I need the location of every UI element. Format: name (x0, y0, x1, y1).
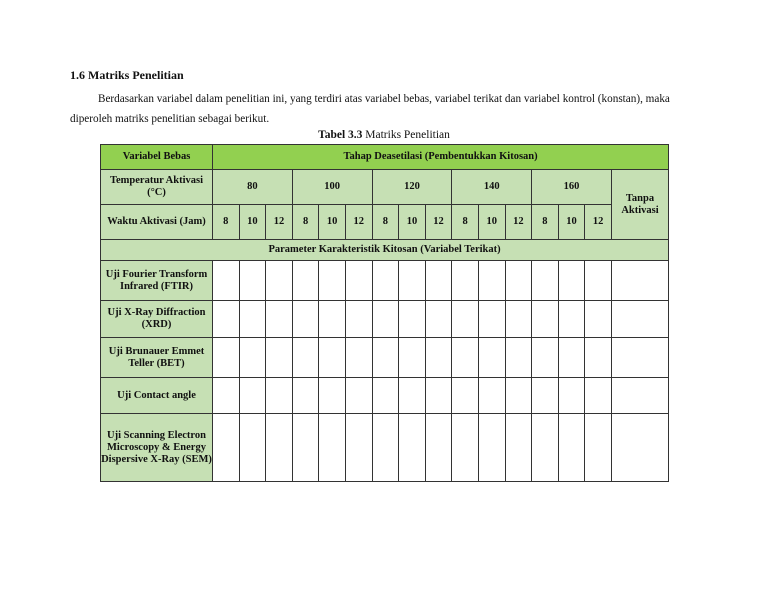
empty-cell (478, 338, 505, 378)
empty-cell (532, 261, 559, 301)
empty-cell (399, 338, 426, 378)
empty-cell (585, 301, 612, 338)
empty-cell (292, 301, 319, 338)
section-heading: 1.6 Matriks Penelitian (70, 68, 184, 82)
empty-cell (266, 261, 293, 301)
empty-cell (505, 301, 532, 338)
empty-cell (399, 378, 426, 414)
empty-cell (505, 338, 532, 378)
time-value: 8 (372, 205, 399, 240)
empty-cell (611, 338, 668, 378)
empty-cell (478, 414, 505, 482)
table-row (101, 338, 669, 378)
empty-cell (239, 378, 266, 414)
time-value: 8 (213, 205, 240, 240)
empty-cell (585, 414, 612, 482)
empty-cell (345, 301, 372, 338)
empty-cell (585, 378, 612, 414)
empty-cell (478, 378, 505, 414)
empty-cell (558, 378, 585, 414)
empty-cell (452, 301, 479, 338)
empty-cell (611, 301, 668, 338)
time-value: 10 (239, 205, 266, 240)
empty-cell (239, 414, 266, 482)
empty-cell (292, 378, 319, 414)
time-value: 12 (266, 205, 293, 240)
empty-cell (372, 414, 399, 482)
header-row (101, 145, 669, 170)
time-value: 12 (505, 205, 532, 240)
empty-cell (532, 378, 559, 414)
table-row (101, 414, 669, 482)
test-label: Uji Contact angle (101, 378, 213, 414)
empty-cell (558, 338, 585, 378)
test-label: Uji X-Ray Diffraction (XRD) (101, 301, 213, 338)
empty-cell (239, 261, 266, 301)
empty-cell (372, 261, 399, 301)
empty-cell (292, 261, 319, 301)
empty-cell (425, 301, 452, 338)
temperature-value: 160 (532, 170, 612, 205)
temperature-value: 100 (292, 170, 372, 205)
empty-cell (558, 261, 585, 301)
time-value: 8 (292, 205, 319, 240)
table-row (101, 301, 669, 338)
table-row (101, 378, 669, 414)
empty-cell (319, 301, 346, 338)
empty-cell (213, 378, 240, 414)
empty-cell (292, 414, 319, 482)
header-variabel-bebas: Variabel Bebas (101, 145, 213, 170)
empty-cell (611, 414, 668, 482)
empty-cell (452, 414, 479, 482)
empty-cell (425, 261, 452, 301)
parameter-header-row (101, 240, 669, 261)
section-paragraph (70, 89, 710, 129)
empty-cell (532, 414, 559, 482)
empty-cell (452, 338, 479, 378)
time-value: 10 (319, 205, 346, 240)
empty-cell (345, 378, 372, 414)
empty-cell (532, 338, 559, 378)
empty-cell (399, 261, 426, 301)
empty-cell (319, 261, 346, 301)
empty-cell (319, 414, 346, 482)
test-label: Uji Scanning Electron Microscopy & Energy Dispersive X-Ray (SEM) (101, 414, 213, 482)
temperature-value: 120 (372, 170, 452, 205)
header-tahap-deasetilasi: Tahap Deasetilasi (Pembentukkan Kitosan) (213, 145, 669, 170)
paragraph-line-1: Berdasarkan variabel dalam penelitian ini, yang terdiri atas variabel bebas, variabel terikat dan variabel kontrol (konstan), maka (98, 93, 670, 105)
empty-cell (532, 301, 559, 338)
empty-cell (266, 414, 293, 482)
empty-cell (611, 378, 668, 414)
time-value: 12 (345, 205, 372, 240)
table-row (101, 261, 669, 301)
time-value: 10 (399, 205, 426, 240)
caption-label: Tabel 3.3 (318, 129, 363, 141)
time-value: 12 (585, 205, 612, 240)
test-label: Uji Brunauer Emmet Teller (BET) (101, 338, 213, 378)
time-value: 8 (452, 205, 479, 240)
empty-cell (239, 338, 266, 378)
time-value: 10 (558, 205, 585, 240)
empty-cell (266, 338, 293, 378)
research-matrix-table (100, 144, 669, 482)
time-value: 12 (425, 205, 452, 240)
empty-cell (213, 338, 240, 378)
empty-cell (239, 301, 266, 338)
empty-cell (345, 338, 372, 378)
empty-cell (292, 338, 319, 378)
empty-cell (558, 301, 585, 338)
temperature-label: Temperatur Aktivasi (°C) (101, 170, 213, 205)
empty-cell (425, 378, 452, 414)
empty-cell (585, 338, 612, 378)
empty-cell (266, 378, 293, 414)
empty-cell (399, 414, 426, 482)
empty-cell (372, 301, 399, 338)
caption-text: Matriks Penelitian (365, 129, 450, 141)
empty-cell (345, 414, 372, 482)
empty-cell (319, 378, 346, 414)
empty-cell (478, 261, 505, 301)
parameter-header: Parameter Karakteristik Kitosan (Variabel Terikat) (101, 240, 669, 261)
empty-cell (425, 414, 452, 482)
empty-cell (452, 378, 479, 414)
empty-cell (372, 338, 399, 378)
temperature-row (101, 170, 669, 205)
empty-cell (505, 414, 532, 482)
paragraph-line-2: diperoleh matriks penelitian sebagai berikut. (70, 113, 270, 125)
tanpa-aktivasi-cell: Tanpa Aktivasi (611, 170, 668, 240)
empty-cell (319, 338, 346, 378)
empty-cell (266, 301, 293, 338)
empty-cell (213, 261, 240, 301)
time-value: 10 (478, 205, 505, 240)
table-caption (0, 129, 768, 141)
empty-cell (213, 301, 240, 338)
temperature-value: 80 (213, 170, 293, 205)
empty-cell (452, 261, 479, 301)
time-value: 8 (532, 205, 559, 240)
empty-cell (478, 301, 505, 338)
empty-cell (425, 338, 452, 378)
time-row (101, 205, 669, 240)
empty-cell (213, 414, 240, 482)
empty-cell (558, 414, 585, 482)
empty-cell (611, 261, 668, 301)
empty-cell (505, 378, 532, 414)
test-label: Uji Fourier Transform Infrared (FTIR) (101, 261, 213, 301)
time-label: Waktu Aktivasi (Jam) (101, 205, 213, 240)
empty-cell (372, 378, 399, 414)
empty-cell (505, 261, 532, 301)
temperature-value: 140 (452, 170, 532, 205)
empty-cell (585, 261, 612, 301)
empty-cell (345, 261, 372, 301)
empty-cell (399, 301, 426, 338)
